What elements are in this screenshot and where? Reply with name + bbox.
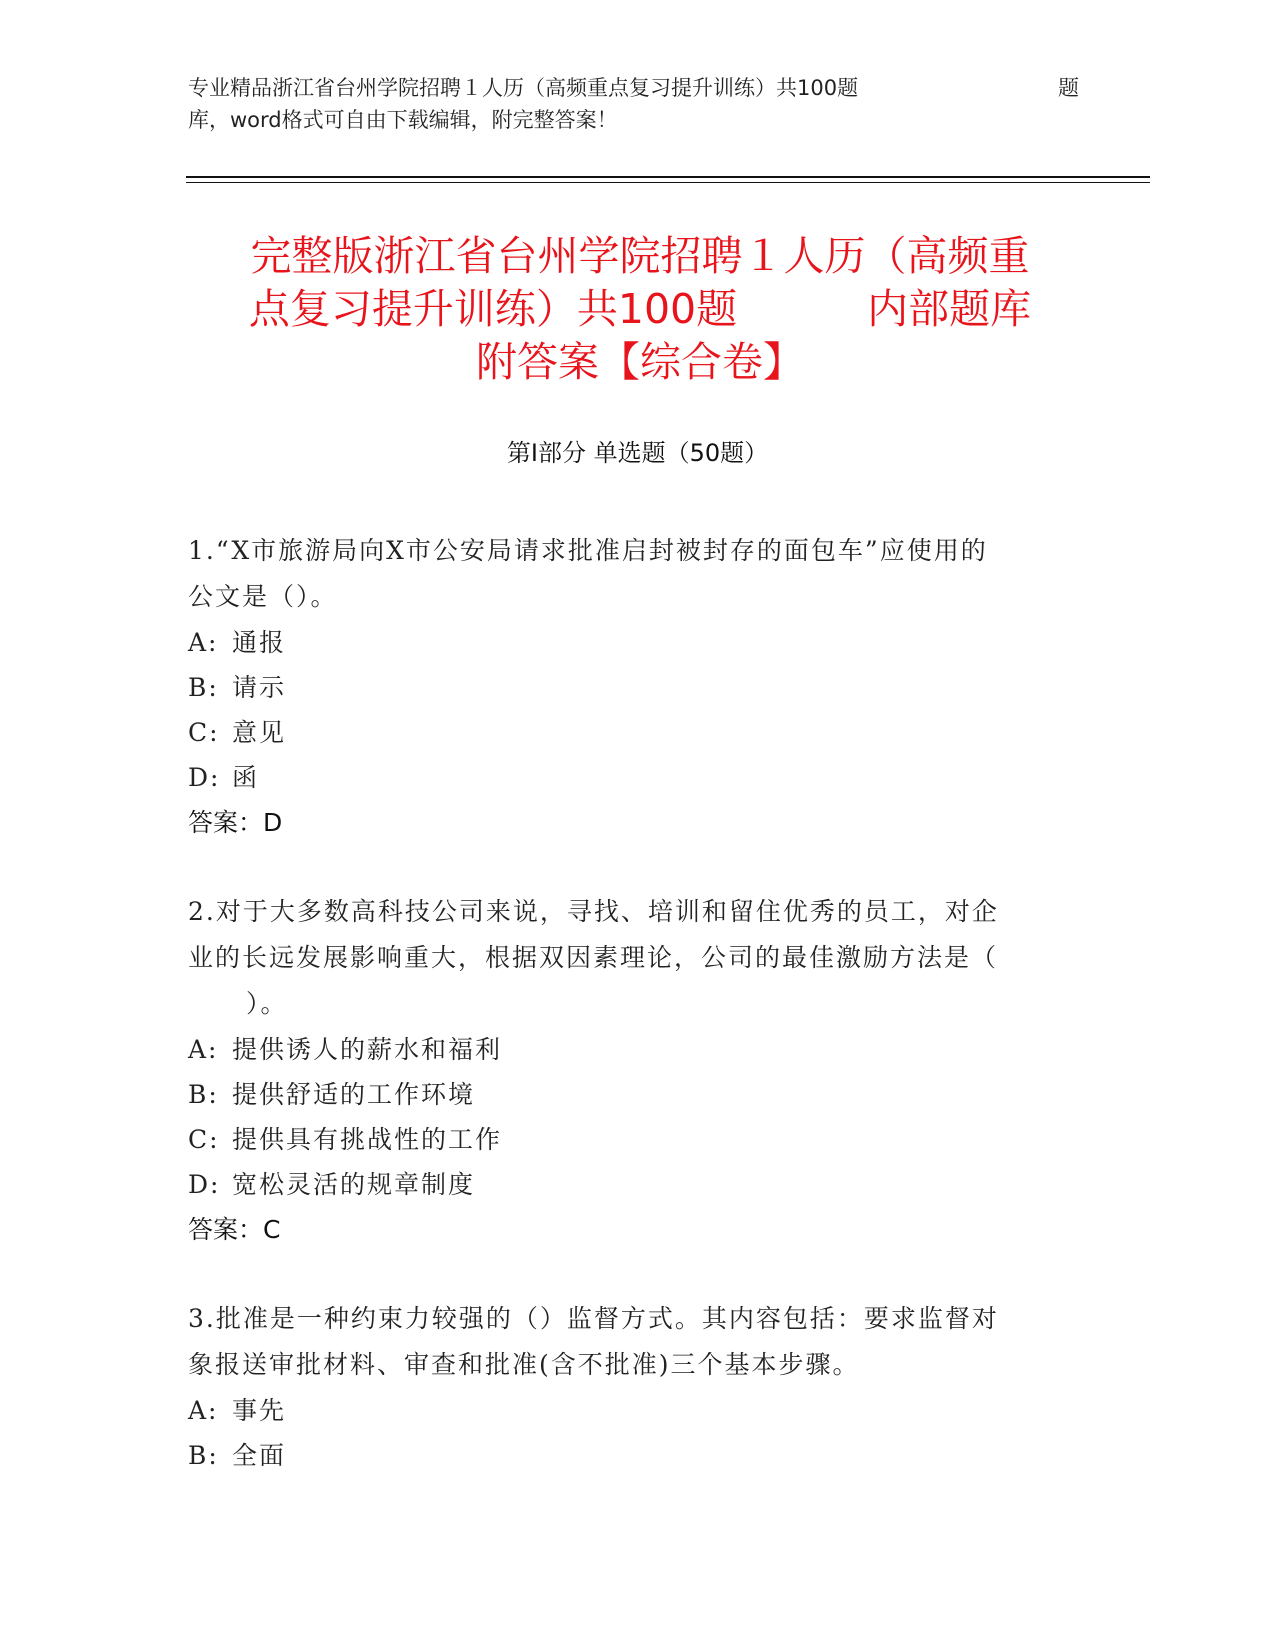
option-key: C: xyxy=(188,718,220,747)
option-key: C: xyxy=(188,1125,220,1154)
question-spacer xyxy=(188,845,1088,889)
document-title xyxy=(180,230,1100,389)
option-a xyxy=(188,1027,1088,1072)
option-text: 全面 xyxy=(232,1441,287,1470)
option-a xyxy=(188,620,1088,665)
question-1 xyxy=(188,528,1088,845)
header-text-1: 专业精品浙江省台州学院招聘１人历（高频重点复习提升训练）共100题 xyxy=(188,76,859,100)
question-stem-line: 1.“X市旅游局向X市公安局请求批准启封被封存的面包车”应使用的 xyxy=(188,536,988,565)
question-stem-line: 公文是（）。 xyxy=(188,582,338,611)
option-text: 请示 xyxy=(232,673,287,702)
header-divider-thick xyxy=(186,176,1150,178)
option-key: B: xyxy=(188,1441,219,1470)
question-stem-tail: ）。 xyxy=(246,989,288,1018)
title-line-2 xyxy=(180,283,1100,336)
option-key: B: xyxy=(188,673,219,702)
option-text: 提供舒适的工作环境 xyxy=(232,1080,476,1109)
option-text: 函 xyxy=(232,763,260,792)
section-heading: 第Ⅰ部分 单选题（50题） xyxy=(506,439,769,467)
question-list xyxy=(188,528,1088,1478)
question-stem-line: 业的长远发展影响重大，根据双因素理论，公司的最佳激励方法是（ xyxy=(188,943,999,972)
page-header xyxy=(188,72,1088,136)
question-stem-line: 2.对于大多数高科技公司来说，寻找、培训和留住优秀的员工，对企 xyxy=(188,897,999,926)
option-b xyxy=(188,665,1088,710)
option-b xyxy=(188,1072,1088,1117)
header-text-tail: 题 xyxy=(1058,76,1079,100)
question-3 xyxy=(188,1296,1088,1478)
title-line-1: 完整版浙江省台州学院招聘１人历（高频重 xyxy=(250,232,1030,280)
option-key: D: xyxy=(188,763,221,792)
option-key: A: xyxy=(188,1396,219,1425)
option-key: D: xyxy=(188,1170,221,1199)
option-d xyxy=(188,755,1088,800)
title-line-3: 附答案【综合卷】 xyxy=(476,338,804,386)
question-stem-line: 象报送审批材料、审查和批准(含不批准)三个基本步骤。 xyxy=(188,1350,860,1379)
option-b xyxy=(188,1433,1088,1478)
option-text: 通报 xyxy=(232,628,287,657)
option-text: 宽松灵活的规章制度 xyxy=(232,1170,476,1199)
option-key: B: xyxy=(188,1080,219,1109)
header-divider-thin xyxy=(186,182,1150,183)
option-c xyxy=(188,710,1088,755)
header-line-1 xyxy=(188,72,1088,104)
option-d xyxy=(188,1162,1088,1207)
option-text: 事先 xyxy=(232,1396,287,1425)
header-line-2: 库，word格式可自由下载编辑，附完整答案！ xyxy=(188,108,618,132)
answer-label: 答案：C xyxy=(188,1215,281,1244)
question-stem-line: 3.批准是一种约束力较强的（）监督方式。其内容包括：要求监督对 xyxy=(188,1304,999,1333)
option-text: 意见 xyxy=(232,718,287,747)
question-stem-line-3 xyxy=(188,981,1088,1027)
option-key: A: xyxy=(188,628,219,657)
title-line-2-part-a: 点复习提升训练）共100题 xyxy=(248,285,738,333)
answer-label: 答案：D xyxy=(188,808,283,837)
option-text: 提供诱人的薪水和福利 xyxy=(232,1035,503,1064)
option-a xyxy=(188,1388,1088,1433)
question-2 xyxy=(188,889,1088,1252)
option-key: A: xyxy=(188,1035,219,1064)
option-text: 提供具有挑战性的工作 xyxy=(232,1125,503,1154)
option-c xyxy=(188,1117,1088,1162)
title-line-2-part-b: 内部题库 xyxy=(867,285,1032,333)
question-spacer xyxy=(188,1252,1088,1296)
